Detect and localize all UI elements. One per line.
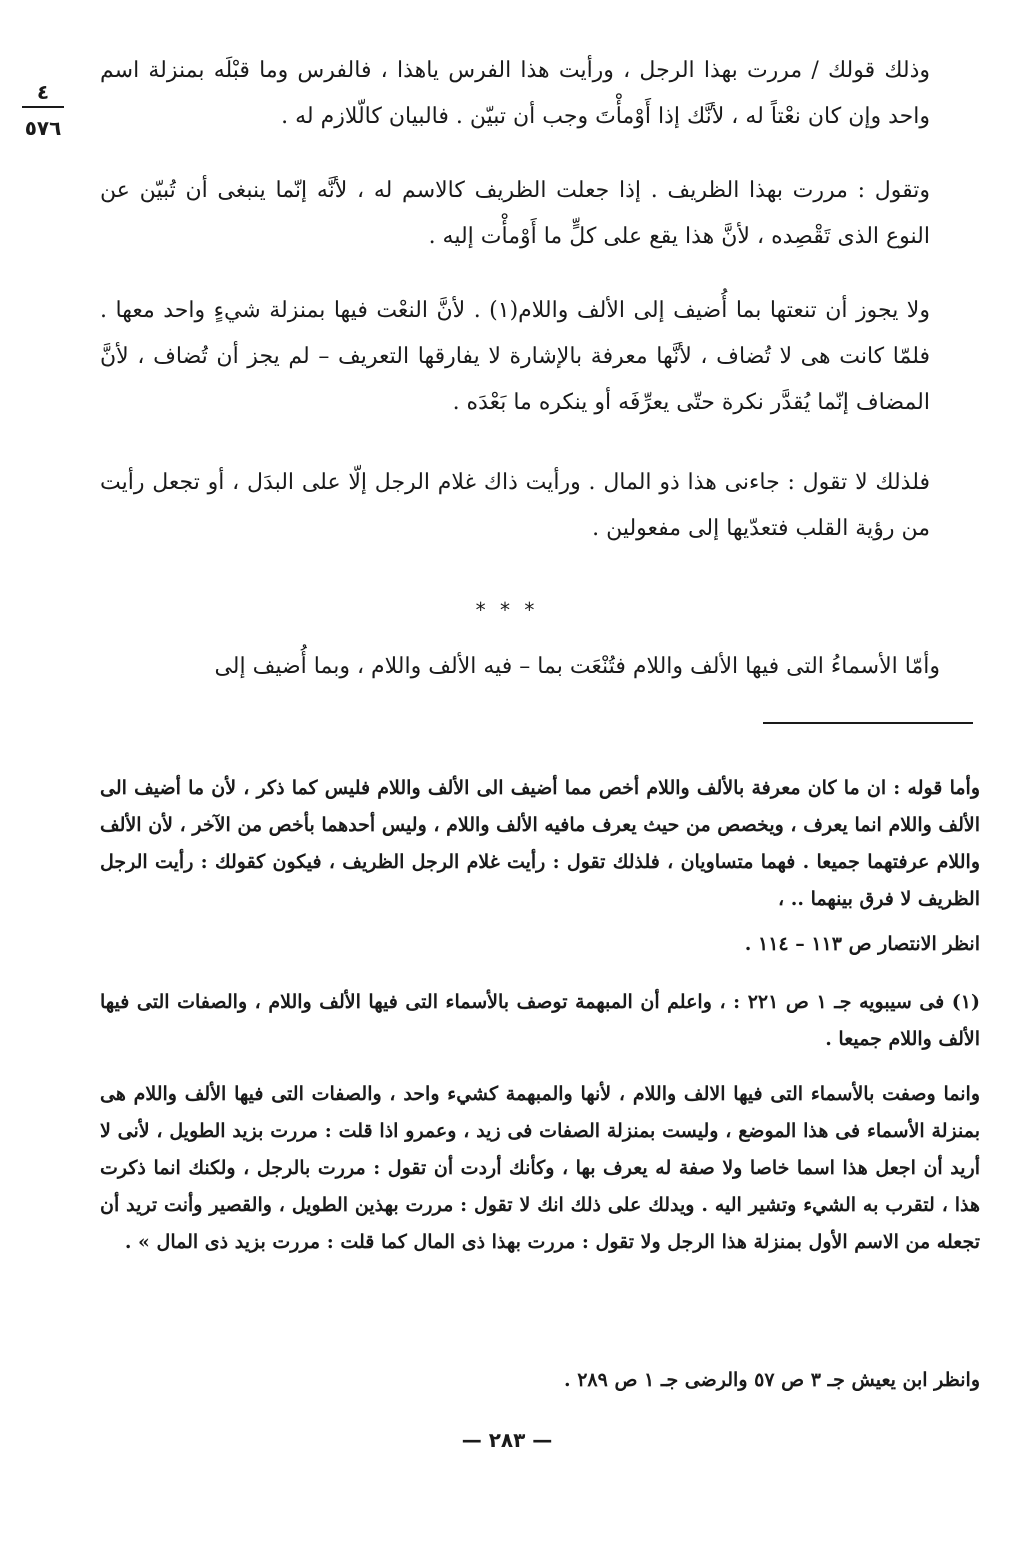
body-paragraph-2: وتقول : مررت بهذا الظريف . إذا جعلت الظريف كالاسم له ، لأنَّه إنّما ينبغى أن تُبيّن عن النوع الذى تَقْصِده ، لأنَّ هذا يقع على كلٍّ ما أَوْمأْت إليه . [100,178,930,249]
margin-reference [22,78,64,142]
body-paragraph-5: وأمّا الأسماءُ التى فيها الألف واللام فتُنْعَت بما – فيه الألف واللام ، وبما أُضيف إلى [214,654,940,679]
body-paragraph-4: فلذلك لا تقول : جاءنى هذا ذو المال . ورأيت ذاك غلام الرجل إلّا على البدَل ، أو تجعل رأيت من رؤية القلب فتعدّيها إلى مفعولين . [100,470,930,541]
footnote-paragraph-2: (١) فى سيبويه جـ ١ ص ٢٢١ : ، واعلم أن المبهمة توصف بالأسماء التى فيها الألف واللام ، والصفات التى فيها الألف واللام جميعا . [100,991,981,1050]
footnote-reference-1: انظر الانتصار ص ١١٣ – ١١٤ . [744,933,980,955]
section-separator: * * * [475,598,539,622]
footnote-divider [763,722,973,724]
margin-page-number: ٥٧٦ [24,116,62,140]
footnote-paragraph-1: وأما قوله : ان ما كان معرفة بالألف واللام أخص مما أضيف الى الألف واللام فليس كما ذكر ، لأن ما أضيف الى الألف واللام انما يعرف ، ويخصص من حيث يعرف مافيه الألف واللام ، وليس أحدهما بأخص من الآخر ، لأن الألف واللام عرفتهما جميعا . فهما متساويان ، فلذلك تقول : رأيت غلام الرجل الظريف ، فيكون كقولك : رأيت الرجل الظريف لا فرق بينهما .. ، [100,777,980,910]
page-number: — ٢٨٣ — [461,1428,553,1452]
footnote-paragraph-3: وانما وصفت بالأسماء التى فيها الالف واللام ، لأنها والمبهمة كشيء واحد ، والصفات التى فيها الألف واللام هى بمنزلة الأسماء فى هذا الموضع ، وليست بمنزلة الصفات فى زيد ، وعمرو اذا قلت : مررت بزيد الطويل ، لأنى لا أريد أن اجعل هذا اسما خاصا ولا صفة له يعرف بها ، وكأنك أردت أن تقول : مررت بالرجل ، ولكنك انما ذكرت هذا ، لتقرب به الشيء وتشير اليه . ويدلك على ذلك انك لا تقول : مررت بهذين الطويل ، والقصير وأنت تريد أن تجعله من الاسم الأول بمنزلة هذا الرجل ولا تقول : مررت بهذا ذى المال كما قلت : مررت بزيد ذى المال » . [100,1083,980,1253]
footnote-reference-2: وانظر ابن يعيش جـ ٣ ص ٥٧ والرضى جـ ١ ص ٢٨٩ . [563,1369,980,1391]
body-paragraph-1: وذلك قولك / مررت بهذا الرجل ، ورأيت هذا الفرس ياهذا ، فالفرس وما قبْلَه بمنزلة اسم واحد وإن كان نعْتاً له ، لأنَّك إذا أَوْمأْتَ وجب أن تبيّن . فالبيان كالّلازم له . [100,58,930,129]
margin-volume-number: ٤ [22,78,64,108]
body-paragraph-3: ولا يجوز أن تنعتها بما أُضيف إلى الألف واللام(١) . لأنَّ النعْت فيها بمنزلة شيءٍ واحد معها . فلمّا كانت هى لا تُضاف ، لأنَّها معرفة بالإشارة لا يفارقها التعريف – لم يجز أن تُضاف ، لأنَّ المضاف إنّما يُقدَّر نكرة حتّى يعرِّفَه أو ينكره ما بَعْدَه . [100,298,930,415]
